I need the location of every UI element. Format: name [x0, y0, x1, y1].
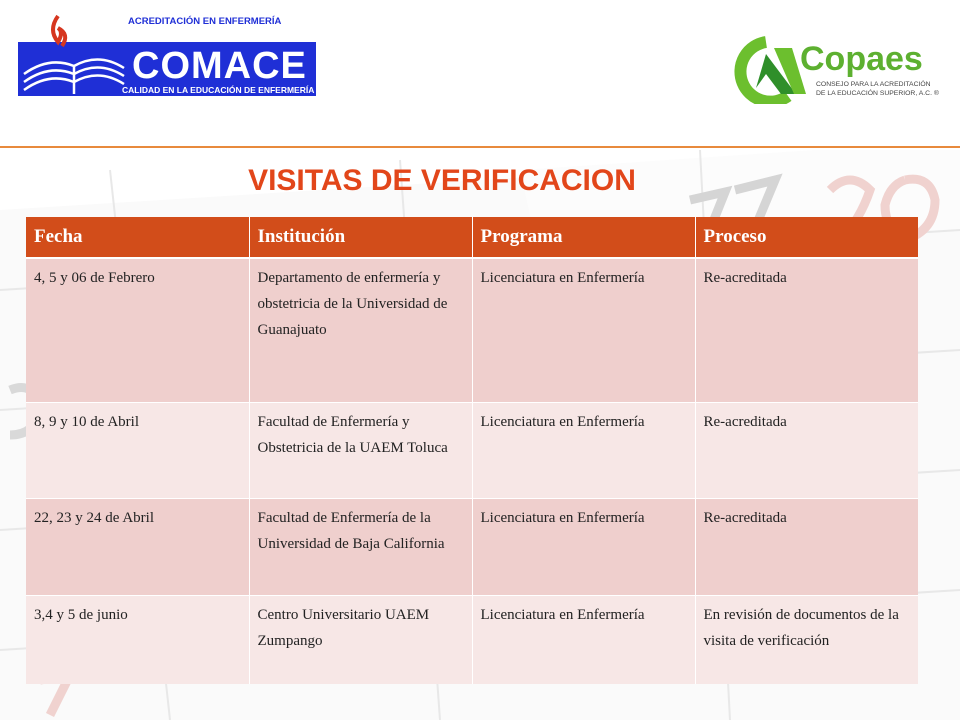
table-row: [26, 596, 918, 685]
cell-proceso: Re-acreditada: [695, 403, 918, 499]
table-header-row: [26, 217, 918, 258]
comace-top-text: ACREDITACIÓN EN ENFERMERÍA: [128, 16, 282, 27]
cell-programa: Licenciatura en Enfermería: [472, 403, 695, 499]
cell-institucion: Departamento de enfermería y obstetricia de la Universidad de Guanajuato: [249, 258, 472, 403]
cell-programa: Licenciatura en Enfermería: [472, 258, 695, 403]
comace-brand: COMACE: [132, 45, 307, 87]
column-header-proceso: Proceso: [695, 217, 918, 258]
copaes-sub-line1: CONSEJO PARA LA ACREDITACIÓN: [816, 81, 931, 88]
cell-fecha: 3,4 y 5 de junio: [26, 596, 249, 685]
cell-proceso: En revisión de documentos de la visita de verificación: [695, 596, 918, 685]
column-header-institucion: Institución: [249, 217, 472, 258]
column-header-programa: Programa: [472, 217, 695, 258]
cell-proceso: Re-acreditada: [695, 258, 918, 403]
column-header-fecha: Fecha: [26, 217, 249, 258]
copaes-brand: Copaes: [800, 40, 923, 78]
table-row: [26, 258, 918, 403]
page-title: VISITAS DE VERIFICACION: [248, 164, 636, 197]
cell-fecha: 22, 23 y 24 de Abril: [26, 499, 249, 596]
visits-table: [26, 217, 918, 684]
copaes-logo: [726, 34, 942, 104]
cell-institucion: Facultad de Enfermería de la Universidad de Baja California: [249, 499, 472, 596]
copaes-sub-line2: DE LA EDUCACIÓN SUPERIOR, A.C. ®: [816, 90, 939, 97]
table-row: [26, 403, 918, 499]
cell-institucion: Centro Universitario UAEM Zumpango: [249, 596, 472, 685]
cell-proceso: Re-acreditada: [695, 499, 918, 596]
comace-logo: [18, 14, 318, 98]
cell-institucion: Facultad de Enfermería y Obstetricia de la UAEM Toluca: [249, 403, 472, 499]
cell-programa: Licenciatura en Enfermería: [472, 596, 695, 685]
cell-fecha: 8, 9 y 10 de Abril: [26, 403, 249, 499]
comace-bottom-text: CALIDAD EN LA EDUCACIÓN DE ENFERMERÍA: [122, 85, 315, 95]
cell-programa: Licenciatura en Enfermería: [472, 499, 695, 596]
table-row: [26, 499, 918, 596]
cell-fecha: 4, 5 y 06 de Febrero: [26, 258, 249, 403]
header-divider: [0, 146, 960, 148]
